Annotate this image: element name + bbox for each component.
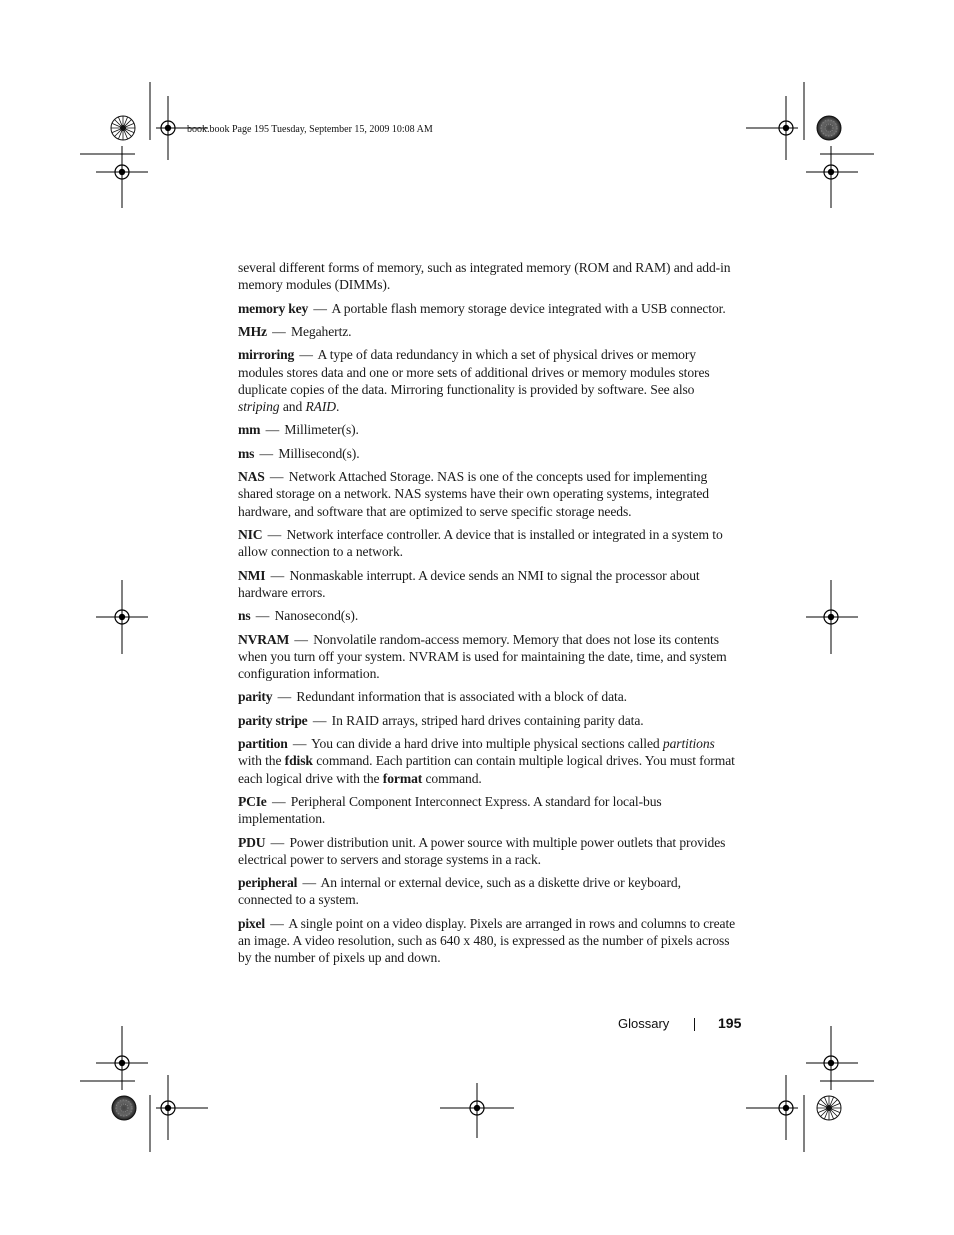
glossary-term: MHz xyxy=(238,323,267,339)
em-dash: — xyxy=(292,736,307,752)
glossary-term: NVRAM xyxy=(238,631,290,647)
glossary-term: parity xyxy=(238,689,273,705)
glossary-definition: Nonmaskable interrupt. A device sends an NMI to signal the processor about hardware errors. xyxy=(238,567,700,600)
command-name: format xyxy=(382,770,423,786)
glossary-entry-peripheral xyxy=(238,874,738,908)
glossary-definition: Nanosecond(s). xyxy=(274,608,359,624)
glossary-entry-pdu xyxy=(238,834,738,868)
em-dash: — xyxy=(267,526,282,542)
em-dash: — xyxy=(312,712,327,728)
footer-divider xyxy=(694,1018,695,1031)
glossary-definition: Power distribution unit. A power source with multiple power outlets that provides electrical power to servers and storage systems in a rack. xyxy=(238,834,726,867)
cross-reference: partitions xyxy=(662,736,715,752)
glossary-definition: In RAID arrays, striped hard drives containing parity data. xyxy=(331,712,644,728)
em-dash: — xyxy=(272,323,286,339)
em-dash: — xyxy=(259,445,274,461)
glossary-entry-mirroring xyxy=(238,346,738,415)
glossary-entry-pcie xyxy=(238,793,738,827)
glossary-definition: A portable flash memory storage device integrated with a USB connector. xyxy=(331,300,726,316)
glossary-term: parity stripe xyxy=(238,712,308,728)
glossary-entry-parity xyxy=(238,688,738,705)
glossary-term: NMI xyxy=(238,567,266,583)
glossary-entry-nic xyxy=(238,526,738,560)
footer-section-title: Glossary xyxy=(618,1016,670,1031)
glossary-term: memory key xyxy=(238,300,309,316)
glossary-definition-connector: command. Each partition can contain multiple logical drives. You must format each logical drive with the xyxy=(238,753,735,786)
print-slug-header: book.book Page 195 Tuesday, September 15, 2009 10:08 AM xyxy=(187,124,433,135)
em-dash: — xyxy=(313,300,327,316)
continuation-text: several different forms of memory, such as integrated memory (ROM and RAM) and add-in memory modules (DIMMs). xyxy=(238,260,731,293)
glossary-entry-ms xyxy=(238,445,738,462)
em-dash: — xyxy=(277,689,292,705)
em-dash: — xyxy=(302,875,316,891)
glossary-definition: Megahertz. xyxy=(290,323,352,339)
glossary-term: NIC xyxy=(238,526,263,542)
glossary-definition: Millimeter(s). xyxy=(284,422,359,438)
em-dash: — xyxy=(299,347,313,363)
glossary-term: mirroring xyxy=(238,347,295,363)
glossary-continuation xyxy=(238,259,738,293)
glossary-definition: Millisecond(s). xyxy=(278,445,360,461)
em-dash: — xyxy=(270,915,284,931)
glossary-definition: Peripheral Component Interconnect Express. A standard for local-bus implementation. xyxy=(238,793,662,827)
glossary-term: NAS xyxy=(238,469,265,485)
glossary-definition: Redundant information that is associated with a block of data. xyxy=(296,689,627,705)
em-dash: — xyxy=(265,422,280,438)
glossary-term: ns xyxy=(238,608,251,624)
glossary-definition: An internal or external device, such as a diskette drive or keyboard, connected to a system. xyxy=(238,875,681,908)
glossary-entry-nas xyxy=(238,468,738,520)
glossary-term: pixel xyxy=(238,915,265,931)
glossary-body xyxy=(238,259,738,972)
em-dash: — xyxy=(271,793,286,809)
cross-reference: striping xyxy=(238,398,280,414)
glossary-definition: Network interface controller. A device that is installed or integrated in a system to allow connection to a network. xyxy=(238,526,723,560)
glossary-term: PCIe xyxy=(238,793,267,809)
glossary-entry-ns xyxy=(238,607,738,624)
glossary-definition-end: . xyxy=(336,398,340,414)
glossary-definition-connector: and xyxy=(279,398,306,414)
glossary-definition-connector: with the xyxy=(238,753,285,769)
glossary-definition-end: command. xyxy=(422,770,482,786)
glossary-term: peripheral xyxy=(238,875,298,891)
cross-reference: RAID xyxy=(305,398,337,414)
em-dash: — xyxy=(269,469,284,485)
glossary-entry-nvram xyxy=(238,631,738,683)
em-dash: — xyxy=(270,567,285,583)
glossary-entry-mm xyxy=(238,421,738,438)
glossary-term: mm xyxy=(238,422,261,438)
em-dash: — xyxy=(255,608,270,624)
glossary-entry-nmi xyxy=(238,567,738,601)
glossary-term: PDU xyxy=(238,834,266,850)
glossary-definition: You can divide a hard drive into multiple physical sections called xyxy=(311,736,663,752)
em-dash: — xyxy=(294,631,308,647)
glossary-entry-memory-key xyxy=(238,300,738,317)
em-dash: — xyxy=(270,834,285,850)
glossary-definition: Nonvolatile random-access memory. Memory that does not lose its contents when you turn off your system. NVRAM is used for maintaining the date, time, and system configuration information. xyxy=(238,631,727,681)
glossary-entry-mhz xyxy=(238,323,738,340)
glossary-entry-pixel xyxy=(238,915,738,967)
glossary-definition: Network Attached Storage. NAS is one of the concepts used for implementing shared storage on a network. NAS systems have their own operating systems, integrated hardware, and software that are optimized to serve specific storage needs. xyxy=(238,469,709,519)
glossary-term: partition xyxy=(238,736,288,752)
glossary-definition: A type of data redundancy in which a set of physical drives or memory modules stores data and one or more sets of additional drives or memory modules stores duplicate copies of the data. Mirroring functionality is provided by software. See also xyxy=(238,347,710,397)
command-name: fdisk xyxy=(284,753,313,769)
page-number: 195 xyxy=(718,1015,742,1031)
glossary-entry-parity-stripe xyxy=(238,712,738,729)
glossary-term: ms xyxy=(238,445,255,461)
glossary-entry-partition xyxy=(238,735,738,787)
glossary-definition: A single point on a video display. Pixels are arranged in rows and columns to create an image. A video resolution, such as 640 x 480, is expressed as the number of pixels across by the number of pixels up and down. xyxy=(238,915,736,966)
